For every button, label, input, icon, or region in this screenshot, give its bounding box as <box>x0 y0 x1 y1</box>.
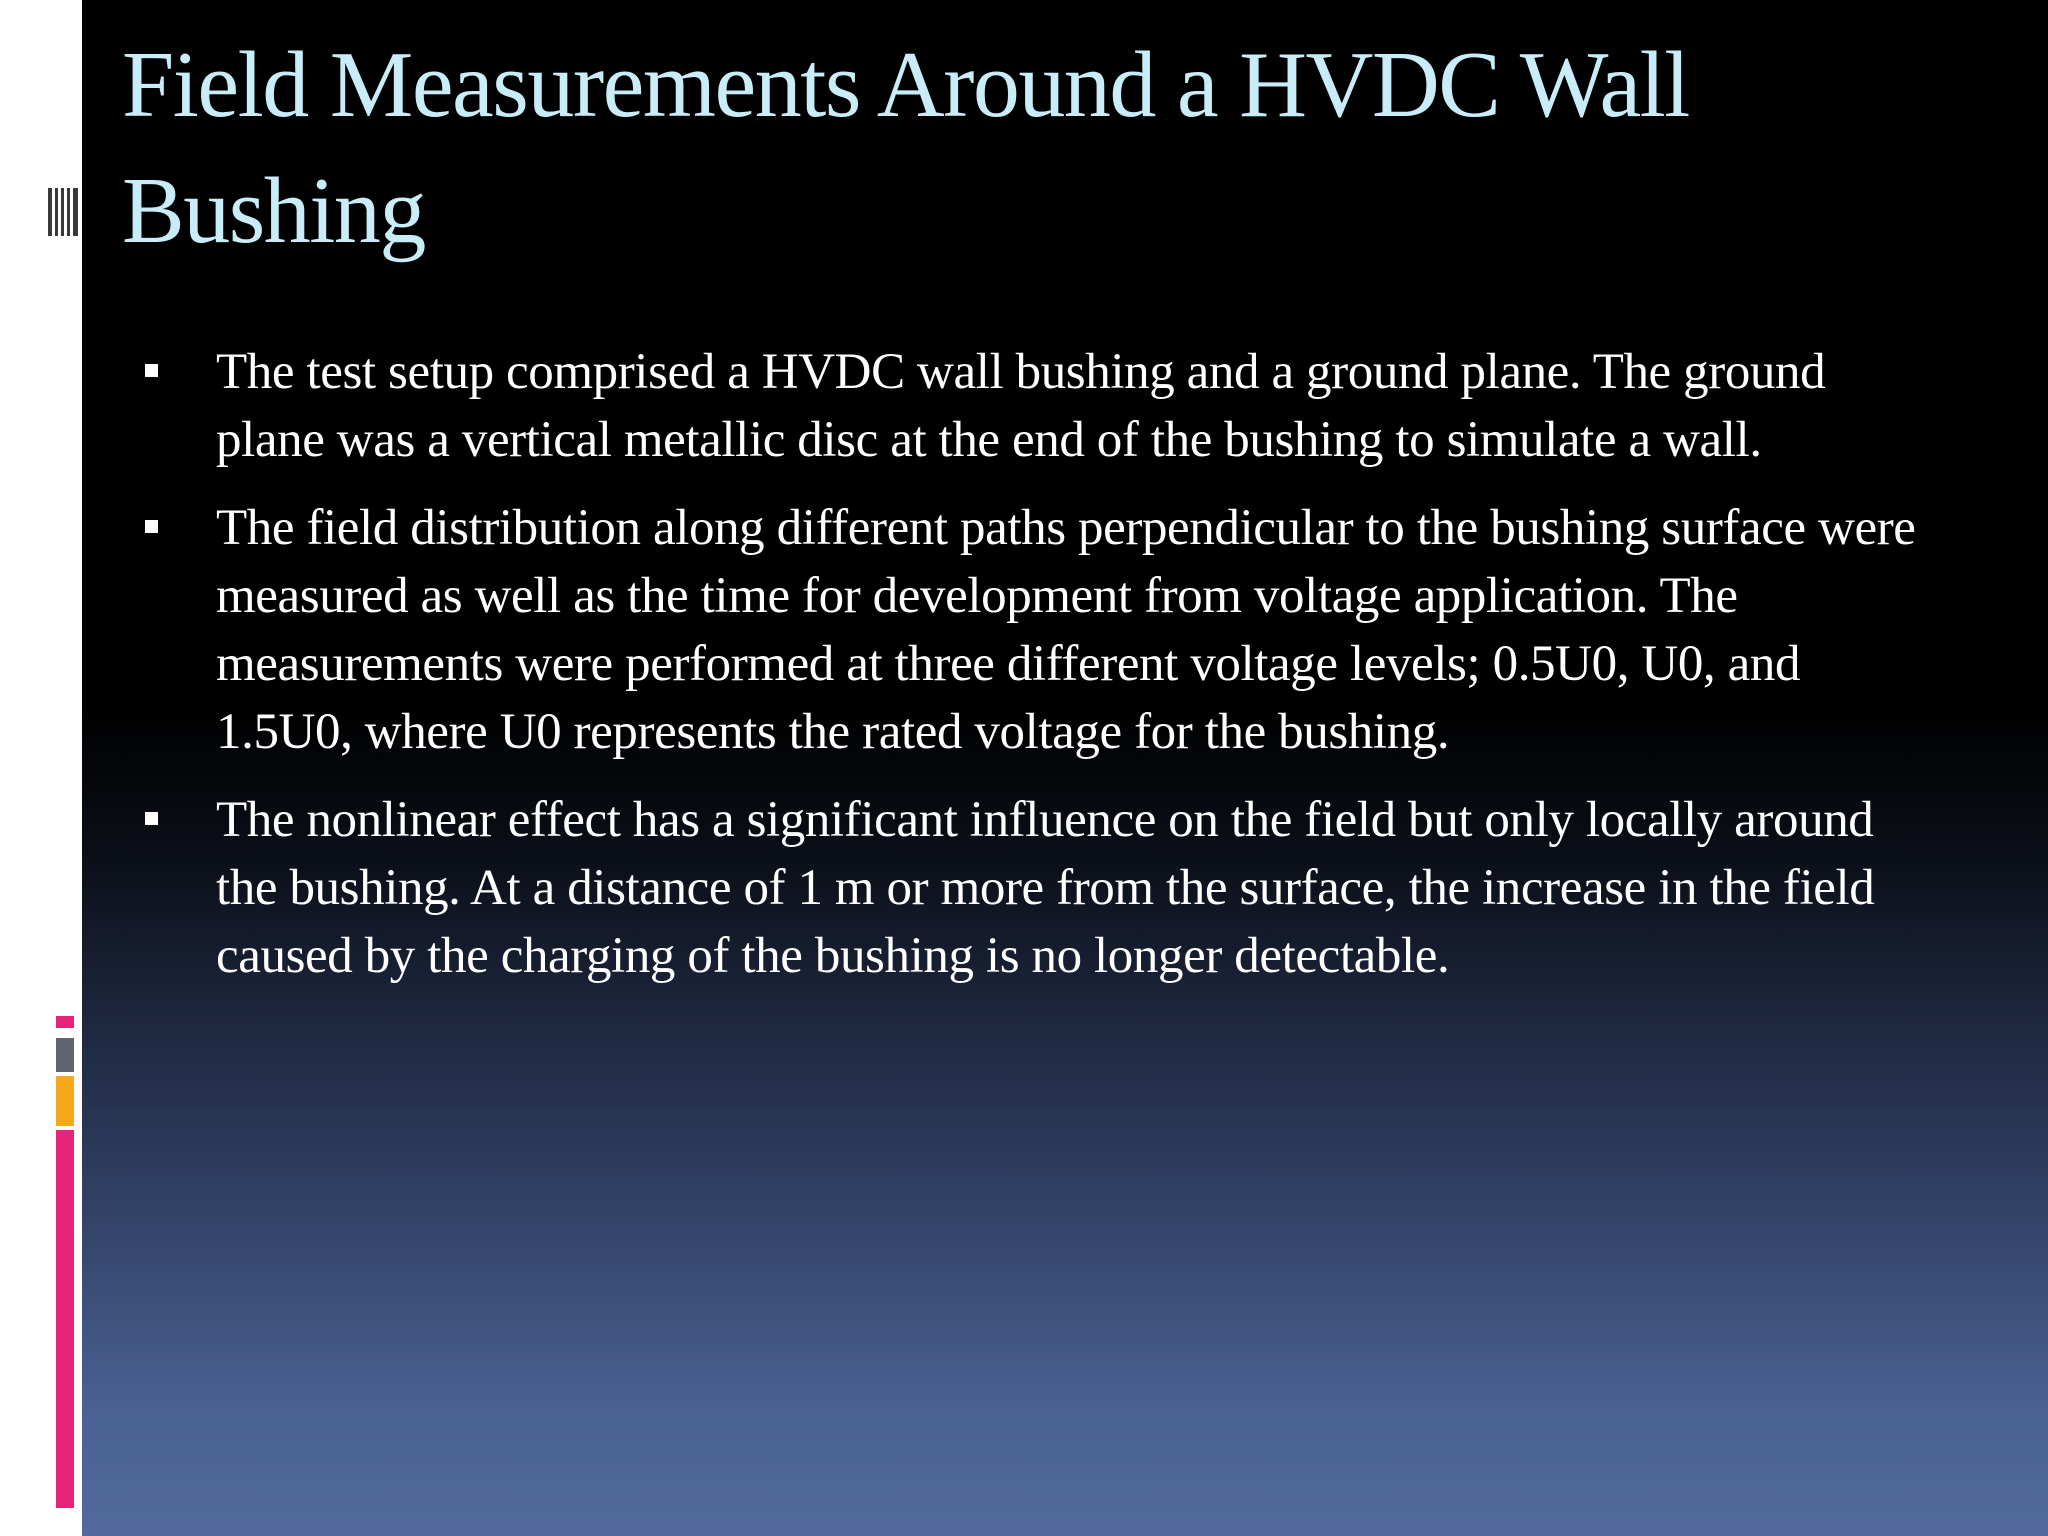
accent-pink-small <box>56 1016 74 1028</box>
bullet-item <box>140 338 1920 474</box>
square-bullet-icon <box>145 364 158 377</box>
bullet-text: The test setup comprised a HVDC wall bushing and a ground plane. The ground plane was a vertical metallic disc at the end of the bushing to simulate a wall. <box>216 344 1826 468</box>
stripe-line <box>55 188 58 236</box>
bullet-text: The nonlinear effect has a significant influence on the field but only locally around the bushing. At a distance of 1 m or more from the surface, the increase in the field caused by the charging of the bushing is no longer detectable. <box>216 792 1875 984</box>
square-bullet-icon <box>145 812 158 825</box>
accent-pink <box>56 1130 74 1508</box>
bullet-item <box>140 494 1920 766</box>
stripe-line <box>67 188 70 236</box>
stripe-line <box>61 188 64 236</box>
bullet-text: The field distribution along different paths perpendicular to the bushing surface were measured as well as the time for development from voltage application. The measurements were performed at three different voltage levels; 0.5U0, U0, and 1.5U0, where U0 represents the rated voltage for the bushing. <box>216 500 1916 760</box>
bullet-item <box>140 786 1920 990</box>
accent-orange <box>56 1076 74 1126</box>
accent-gray <box>56 1038 74 1072</box>
stripe-line <box>73 188 78 236</box>
slide-title: Field Measurements Around a HVDC Wall Bushing <box>122 33 1689 263</box>
stripe-line <box>48 188 52 236</box>
bullet-list <box>140 338 1920 1010</box>
square-bullet-icon <box>145 520 158 533</box>
